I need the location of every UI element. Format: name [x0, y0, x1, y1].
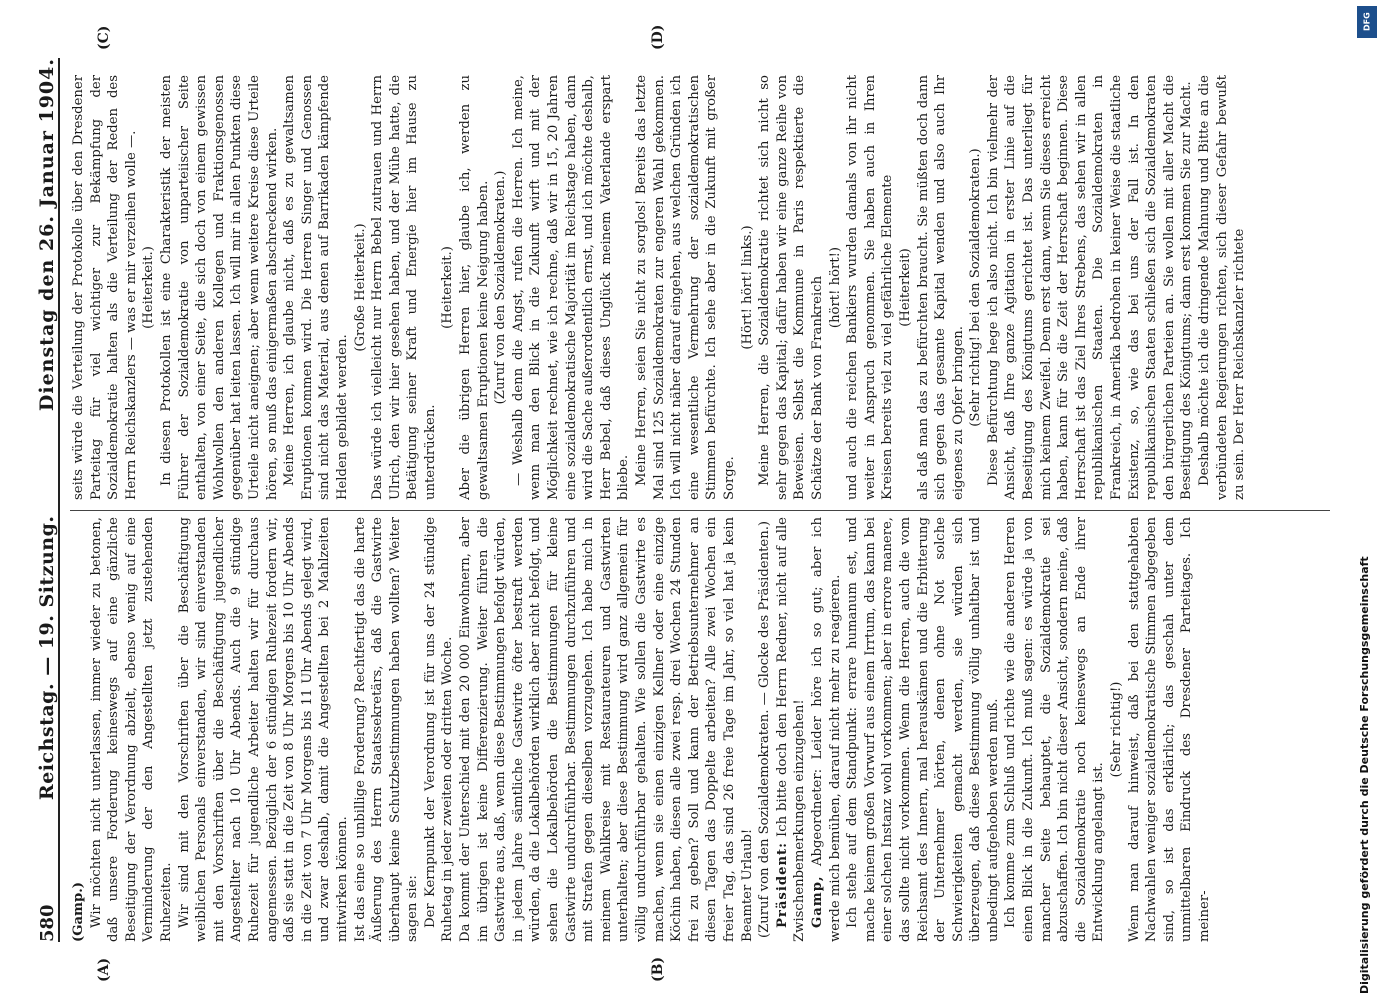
speaker-president: Präsident: — [774, 841, 790, 928]
speaker-tag: (Gamp.) — [71, 881, 86, 942]
margin-mark-b: (B) — [650, 956, 666, 982]
remark: (Heiterkeit.) — [141, 246, 157, 329]
right-column — [70, 75, 1330, 500]
speech-text: Leider höre ich so gut; aber ich werde mich bemühen, darauf nicht mehr zu reagieren. — [809, 517, 843, 942]
credit-strip — [1358, 44, 1376, 994]
paragraph: — Weshalb denn die Angst, rufen die Herren. Ich meine, wenn man den Blick in die Zukunft wirft und mit der Möglichkeit rechnet, wie ich rechne, daß wir in 15, 20 Jahren eine sozialdemokratische Majorität im Reichstage haben, dann wird die Sache außerordentlich ernst, und ich möchte deshalb, Herr Bebel, daß dieses Unglück meinem Vaterlande erspart bliebe. — [510, 75, 632, 500]
dfg-logo: DFG — [1357, 6, 1377, 38]
remark: (Heiterkeit.) — [440, 246, 456, 329]
paragraph: und auch die reichen Bankiers wurden damals von ihr nicht weiter in Anspruch genommen. Sie haben auch in Ihren Kreisen bereits viel zu viel gefährliche Elemente — [845, 75, 896, 500]
column-divider — [70, 510, 1330, 511]
quotation: Der Kernpunkt der Verordnung ist für uns der 24 stündige Ruhetag in jeder zweiten oder dritten Woche. — [422, 517, 456, 942]
paragraph: Ich stehe auf dem Standpunkt: errare humanum est, und mache keinem großen Vorwurf aus einem Irrtum, das kann bei einer solchen Instanz wohl vorkommen; aber in errore manere, das sollte nicht vorkommen. Wenn die Herren, auch die vom Reichsamt des Innern, mal herauskämen und die Erbitterung der Unternehmer hörten, denen ohne Not solche Schwierigkeiten gemacht werden, sie würden sich überzeugen, daß diese Bestimmung völlig unhaltbar ist und unbedingt aufgehoben werden muß. — [845, 517, 1001, 942]
paragraph: Deshalb möchte ich die dringende Mahnung und Bitte an die verbündeten Regierungen richten, sich dieser Gefahr bewußt zu sein. Der Herr Reichskanzler richtete — [1197, 75, 1248, 500]
remark: (Heiterkeit) — [897, 248, 913, 327]
speaker-gamp: Gamp, — [809, 875, 825, 928]
margin-mark-c: (C) — [96, 25, 112, 50]
speaker-role: Abgeordneter: — [809, 768, 825, 866]
remark: (Zuruf von den Sozialdemokraten. — Glocke des Präsidenten.) — [757, 520, 773, 939]
remark: (Hört! hört! links.) — [739, 225, 755, 350]
remark: (Große Heiterkeit.) — [352, 223, 368, 352]
president-text: Ich bitte doch den Herrn Redner, nicht auf alle Zwischenbemerkungen einzugehen! — [774, 517, 808, 942]
margin-mark-d: (D) — [650, 24, 666, 50]
session-date: Dienstag den 26. Januar 1904. — [36, 58, 58, 412]
paragraph: Meine Herren, die Sozialdemokratie richtet sich nicht so sehr gegen das Kapital; dafür haben wir eine ganze Reihe von Beweisen. Selbst die Kommune in Paris respektierte die Schätze der Bank von Frankreich — [757, 75, 825, 500]
paragraph: Meine Herren, ich glaube nicht, daß es zu gewaltsamen Eruptionen kommen wird. Die Herren Singer und Genossen sind nicht das Material, aus denen auf Barrikaden kämpfende Helden gebildet werden. — [282, 75, 350, 500]
paragraph: In diesen Protokollen ist eine Charakteristik der meisten Führer der Sozialdemokratie von unparteiischer Seite enthalten, von einer Seite, die sich doch von einem gewissen Wohlwollen den anderen Kollegen und Fraktionsgenossen gegenüber hat leiten lassen. Ich will mir in allen Punkten diese Urteile nicht aneignen; aber wenn weitere Kreise diese Urteile hören, so muß das einigermaßen abschreckend wirken. — [158, 75, 280, 500]
paragraph: als daß man das zu befürchten braucht. Sie müßten doch dann sich gegen das gesamte Kapital wenden und also auch Ihr eigenes zu Opfer bringen. — [915, 75, 966, 500]
paragraph: Wenn man darauf hinweist, daß bei den stattgehabten Nachwahlen weniger sozialdemokratische Stimmen abgegeben sind, so ist das erklärlich; das geschah unter dem unmittelbaren Eindruck des Dresdener Parteitages. Ich meiner- — [1126, 517, 1212, 942]
session-title: Reichstag. — 19. Sitzung. — [36, 515, 58, 801]
paragraph: Ich komme zum Schluß und richte wie die anderen Herren einen Blick in die Zukunft. Ich muß sagen: es würde ja von mancher Seite behauptet, die Sozialdemokratie sei abzuschaffen. Ich bin nicht dieser Ansicht, sondern meine, daß die Sozialdemokratie noch keineswegs an Ende ihrer Entwicklung angelangt ist. — [1003, 517, 1107, 942]
paragraph: Das würde ich vielleicht nur Herrn Bebel zutrauen und Herrn Ulrich, den wir hier gesehen haben, und der Mühe hatte, die Betätigung seiner Kraft und Energie hier im Hause zu unterdrücken. — [370, 75, 438, 500]
paragraph: Meine Herren, seien Sie nicht zu sorglos! Bereits das letzte Mal sind 125 Sozialdemokraten zur engeren Wahl gekommen. Ich will nicht näher darauf eingehen, aus welchen Gründen ich eine wesentliche Vermehrung der sozialdemokratischen Stimmen befürchte. Ich sehe aber in die Zukunft mit großer Sorge. — [634, 75, 737, 500]
paragraph: seits würde die Verteilung der Protokolle über den Dresdener Parteitag für viel wichtiger zur Bekämpfung der Sozialdemokratie halten als die Verteilung der Reden des Herrn Reichskanzlers — was er mir verzeihen wolle —. — [71, 75, 139, 500]
paragraph: Diese Befürchtung hege ich also nicht. Ich bin vielmehr der Ansicht, daß Ihre ganze Agitation in erster Linie auf die Beseitigung des Königtums gerichtet ist. Das unterliegt für mich keinem Zweifel. Denn erst dann, wenn Sie dieses erreicht haben, kann für Sie die Zeit der Herrschaft beginnen. Diese Herrschaft ist das Ziel Ihres Strebens, das sehen wir in allen republikanischen Staaten. Die Sozialdemokraten in Frankreich, in Amerika bedrohen in keiner Weise die staatliche Existenz, so, wie das bei uns der Fall ist. In den republikanischen Staaten schließen sich die Sozialdemokraten den bürgerlichen Parteien an. Sie wollen mit aller Macht die Beseitigung des Königtums; dann erst kommen Sie zur Macht. — [985, 75, 1195, 500]
remark: (Sehr richtig!) — [1109, 681, 1125, 778]
remark: (Sehr richtig! bei den Sozialdemokraten.) — [968, 148, 984, 427]
paragraph: Wir möchten nicht unterlassen, immer wieder zu betonen, daß unsere Forderung keineswegs auf eine gänzliche Beseitigung der Verordnung abzielt, ebenso wenig auf eine Verminderung der den Angestellten jetzt zustehenden Ruhezeiten. — [88, 517, 174, 942]
left-column — [70, 517, 1330, 942]
page-header — [30, 58, 60, 942]
paragraph: Wir sind mit den Vorschriften über die Beschäftigung weiblichen Personals einverstanden, wir sind einverstanden mit den Vorschriften über die Beschäftigung jugendlicher Angestellter nach 10 Uhr Abends. Auch die 9 stündige Ruhezeit für jugendliche Arbeiter halten wir für durchaus angemessen. Bezüglich der 6 stündigen Ruhezeit fordern wir, daß sie statt in die Zeit von 8 Uhr Morgens bis 10 Uhr Abends in die Zeit von 7 Uhr Morgens bis 11 Uhr Abends gelegt wird, und zwar deshalb, damit die Angestellten bei 2 Mahlzeiten mitwirken können. — [176, 517, 350, 942]
remark: (Zuruf von den Sozialdemokraten.) — [493, 170, 509, 405]
remark: (hört! hört!) — [827, 246, 843, 329]
paragraph: Aber die übrigen Herren hier, glaube ich, werden zu gewaltsamen Eruptionen keine Neigung haben. — [458, 75, 491, 500]
digitization-credit: Digitalisierung gefördert durch die Deutsche Forschungsgemeinschaft — [1358, 556, 1371, 994]
paragraph: Da kommt der Unterschied mit den 20 000 Einwohnern, aber im übrigen ist keine Differenzierung. Weiter führen die Gastwirte aus, daß, wenn diese Bestimmungen befolgt würden, in jedem Jahre sämtliche Gastwirte öfter bestraft werden würden, da die Lokalbehörden wirklich aber nicht befolgt, und sehen die Lokalbehörden die Bestimmungen für kleine Gastwirte undurchführbar. Bestimmungen durchzuführen und mit Strafen gegen dieselben vorzugehen. Ich habe mich in meinem Wahlkreise mit Restaurateuren und Gastwirten unterhalten; aber diese Bestimmung wird ganz allgemein für völlig undurchführbar gehalten. Wie sollen die Gastwirte es machen, wenn sie einen einzigen Kellner oder eine einzige Köchin haben, diesen alle zwei resp. drei Wochen 24 Stunden frei zu geben? Soll und kann der Betriebsunternehmer an diesen Tagen das Doppelte arbeiten? Alle zwei Wochen ein freier Tag, das sind 26 freie Tage im Jahr, so viel hat ja kein Beamter Urlaub! — [458, 517, 755, 942]
margin-mark-a: (A) — [96, 957, 112, 982]
paragraph: Ist das eine so unbillige Forderung? Rechtfertigt das die harte Äußerung des Herrn Staatssekretärs, daß die Gastwirte überhaupt keine Schutzbestimmungen haben wollten? Weiter sagen sie: — [352, 517, 421, 942]
page-number: 580 — [37, 904, 58, 942]
